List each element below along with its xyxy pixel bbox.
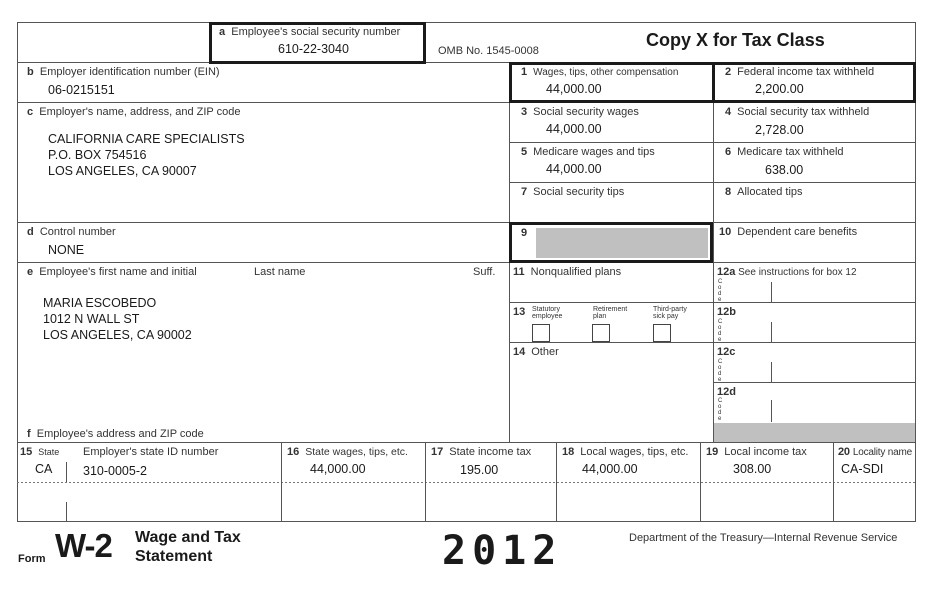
state-value: CA (35, 462, 53, 476)
box8-label: 8 Allocated tips (725, 186, 803, 198)
employer-city: LOS ANGELES, CA 90007 (48, 164, 197, 178)
box1-label: 1 Wages, tips, other compensation (521, 66, 679, 78)
box12a-label: 12a See instructions for box 12 (717, 266, 857, 278)
copy-title: Copy X for Tax Class (646, 30, 825, 50)
irs-department: Department of the Treasury—Internal Revenue Service (629, 532, 898, 544)
box7-label: 7 Social security tips (521, 186, 625, 198)
omb-number: OMB No. 1545-0008 (438, 45, 539, 57)
box12b-code-label: C o d e (718, 319, 723, 343)
employer-name: CALIFORNIA CARE SPECIALISTS (48, 132, 245, 146)
ein-label: b Employer identification number (EIN) (27, 66, 220, 78)
form-word: Form (18, 553, 46, 565)
statutory-employee-checkbox[interactable] (532, 324, 550, 342)
control-value: NONE (48, 243, 85, 257)
tax-year: 2012 (442, 528, 563, 574)
employee-name: MARIA ESCOBEDO (43, 296, 157, 310)
employee-name-label: e Employee's first name and initial (27, 266, 197, 278)
box11-label: 11 Nonqualified plans (513, 266, 622, 278)
employer-address: P.O. BOX 754516 (48, 148, 147, 162)
box6-value: 638.00 (765, 163, 804, 177)
sick-pay-label: Third-party sick pay (653, 306, 687, 320)
ssn-value: 610-22-3040 (278, 42, 349, 56)
box18-label: 18 Local wages, tips, etc. (562, 446, 689, 458)
box19-value: 308.00 (733, 462, 772, 476)
box2-label: 2 Federal income tax withheld (725, 66, 875, 78)
form-title-line1: Wage and Tax (135, 529, 241, 546)
retirement-label: Retirement plan (593, 306, 628, 320)
control-label: d Control number (27, 226, 116, 238)
box12a-code-label: C o d e (718, 279, 723, 303)
box6-label: 6 Medicare tax withheld (725, 146, 844, 158)
box20-label: 20 Locality name (838, 446, 912, 458)
box12d-code-label: C o d e (718, 398, 723, 422)
ein-value: 06-0215151 (48, 83, 115, 97)
box4-value: 2,728.00 (755, 123, 804, 137)
box13-label: 13 (513, 306, 526, 318)
form-title-line2: Statement (135, 548, 213, 565)
employer-name-label: c Employer's name, address, and ZIP code (27, 106, 241, 118)
box5-label: 5 Medicare wages and tips (521, 146, 655, 158)
box18-value: 44,000.00 (582, 462, 638, 476)
box1-value: 44,000.00 (546, 82, 602, 96)
form-id: W-2 (55, 527, 112, 564)
employee-city: LOS ANGELES, CA 90002 (43, 328, 192, 342)
box14-label: 14 Other (513, 346, 559, 358)
state-id-value: 310-0005-2 (83, 464, 147, 478)
state-id-label: Employer's state ID number (83, 446, 219, 458)
box4-label: 4 Social security tax withheld (725, 106, 870, 118)
statutory-label: Statutory employee (532, 306, 563, 320)
box17-value: 195.00 (460, 463, 499, 477)
box10-label: 10 Dependent care benefits (719, 226, 858, 238)
box3-label: 3 Social security wages (521, 106, 639, 118)
ssn-label: a Employee's social security number (219, 26, 401, 38)
box12b-label: 12b (717, 306, 736, 318)
box16-value: 44,000.00 (310, 462, 366, 476)
box5-value: 44,000.00 (546, 162, 602, 176)
box20-value: CA-SDI (841, 462, 884, 476)
box12c-label: 12c (717, 346, 736, 358)
box17-label: 17 State income tax (431, 446, 532, 458)
box9-shade (536, 228, 708, 258)
last-name-label: Last name (254, 266, 306, 278)
employee-street: 1012 N WALL ST (43, 312, 140, 326)
box15-label: 15 State (20, 446, 60, 458)
box12d-label: 12d (717, 386, 736, 398)
box2-value: 2,200.00 (755, 82, 804, 96)
box3-value: 44,000.00 (546, 122, 602, 136)
retirement-plan-checkbox[interactable] (592, 324, 610, 342)
suffix-label: Suff. (473, 266, 496, 278)
box16-label: 16 State wages, tips, etc. (287, 446, 408, 458)
box12-shade (714, 423, 915, 442)
third-party-sick-pay-checkbox[interactable] (653, 324, 671, 342)
employee-address-label: f Employee's address and ZIP code (27, 428, 204, 440)
box9-label: 9 (519, 227, 535, 239)
box12c-code-label: C o d e (718, 359, 723, 383)
box19-label: 19 Local income tax (706, 446, 807, 458)
